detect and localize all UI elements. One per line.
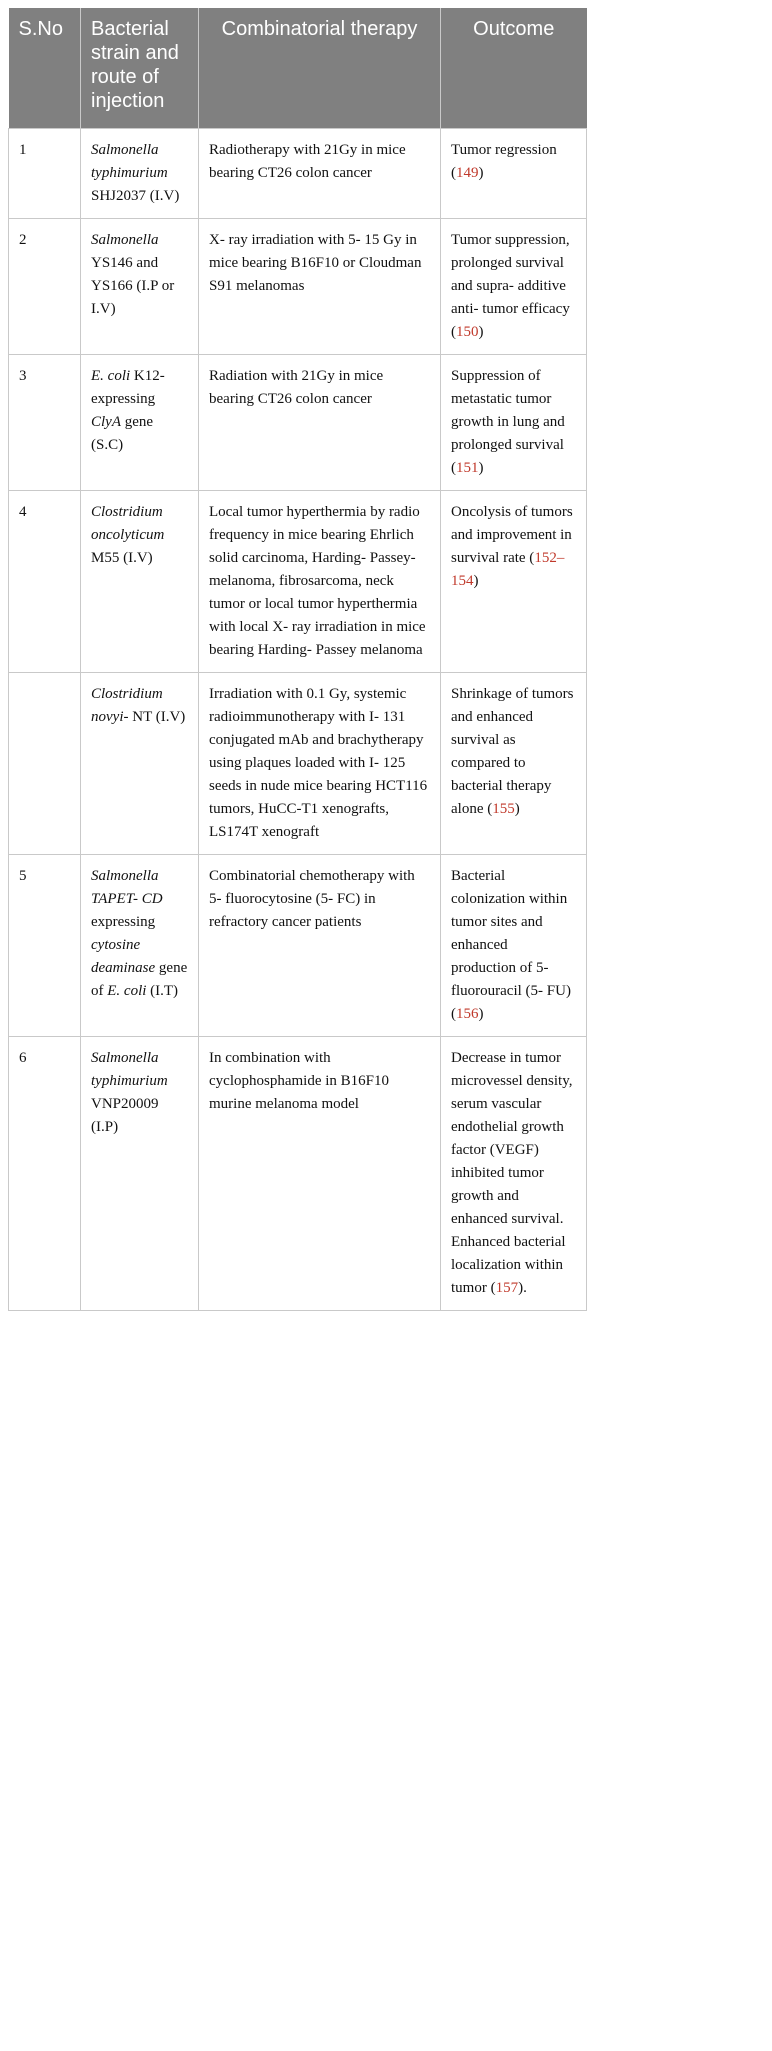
strain-text: SHJ2037 (I.V) xyxy=(91,187,180,204)
outcome-text: Oncolysis of tumors and improvement in survival rate ( xyxy=(451,503,573,566)
strain-italic-text: cytosine deaminase xyxy=(91,936,156,976)
strain-italic-text: E. coli xyxy=(91,367,131,384)
combinatorial-therapy-table xyxy=(8,8,587,1311)
strain-text: NT (I.V) xyxy=(128,708,186,725)
cell-outcome xyxy=(441,1036,587,1310)
table-row xyxy=(9,128,587,218)
strain-text: gene of xyxy=(91,959,188,999)
table-row xyxy=(9,490,587,672)
reference-link[interactable]: 152–154 xyxy=(451,549,565,589)
strain-italic-text: Salmonella TAPET- CD xyxy=(91,867,163,907)
strain-text: VNP20009 (I.P) xyxy=(91,1095,159,1135)
strain-italic-text: Salmonella xyxy=(91,231,159,248)
reference-link[interactable]: 156 xyxy=(456,1005,479,1022)
table-row xyxy=(9,854,587,1036)
cell-strain xyxy=(81,854,199,1036)
outcome-text-end: ) xyxy=(478,323,484,340)
reference-link[interactable]: 151 xyxy=(456,459,479,476)
cell-outcome xyxy=(441,854,587,1036)
reference-link[interactable]: 155 xyxy=(492,800,515,817)
cell-strain xyxy=(81,490,199,672)
cell-therapy: Radiation with 21Gy in mice bearing CT26 colon cancer xyxy=(199,354,441,490)
cell-sno xyxy=(9,672,81,854)
outcome-text-end: ) xyxy=(473,572,479,589)
table-container xyxy=(8,8,586,1311)
outcome-text-end: ) xyxy=(478,459,484,476)
cell-therapy: In combination with cyclophosphamide in B16F10 murine melanoma model xyxy=(199,1036,441,1310)
cell-therapy: X- ray irradiation with 5- 15 Gy in mice bearing B16F10 or Cloudman S91 melanomas xyxy=(199,218,441,354)
strain-italic-text: ClyA xyxy=(91,413,121,430)
table-row xyxy=(9,218,587,354)
cell-therapy: Combinatorial chemotherapy with 5- fluorocytosine (5- FC) in refractory cancer patients xyxy=(199,854,441,1036)
cell-sno: 6 xyxy=(9,1036,81,1310)
cell-sno: 4 xyxy=(9,490,81,672)
header-strain: Bacterial strain and route of injection xyxy=(81,8,199,128)
outcome-text: Shrinkage of tumors and enhanced survival as compared to bacterial therapy alone ( xyxy=(451,685,574,817)
cell-outcome xyxy=(441,218,587,354)
table-row xyxy=(9,1036,587,1310)
strain-italic-text: Clostridium novyi- xyxy=(91,685,163,725)
cell-sno: 5 xyxy=(9,854,81,1036)
strain-italic-text: Salmonella typhimurium xyxy=(91,1049,168,1089)
header-therapy: Combinatorial therapy xyxy=(199,8,441,128)
outcome-text-end: ) xyxy=(478,164,484,181)
strain-italic-text: Clostridium oncolyticum xyxy=(91,503,165,543)
outcome-text: Decrease in tumor microvessel density, serum vascular endothelial growth factor (VEGF) inhibited tumor growth and enhanced survival. Enhanced bacterial localization within tumor ( xyxy=(451,1049,573,1296)
strain-text: K12- expressing xyxy=(91,367,165,407)
header-outcome: Outcome xyxy=(441,8,587,128)
reference-link[interactable]: 149 xyxy=(456,164,479,181)
strain-text: (I.T) xyxy=(146,982,179,999)
cell-sno: 3 xyxy=(9,354,81,490)
reference-link[interactable]: 150 xyxy=(456,323,479,340)
strain-text: gene (S.C) xyxy=(91,413,154,453)
cell-therapy: Local tumor hyperthermia by radio frequency in mice bearing Ehrlich solid carcinoma, Harding- Passey- melanoma, fibrosarcoma, neck tumor or local tumor hyperthermia with local X- ray irradiation in mice bearing Harding- Passey melanoma xyxy=(199,490,441,672)
cell-sno: 1 xyxy=(9,128,81,218)
cell-outcome xyxy=(441,128,587,218)
outcome-text: Tumor suppression, prolonged survival and supra- additive anti- tumor efficacy ( xyxy=(451,231,570,340)
outcome-text-end: ) xyxy=(478,1005,484,1022)
strain-italic-text: E. coli xyxy=(107,982,147,999)
cell-sno: 2 xyxy=(9,218,81,354)
outcome-text: Suppression of metastatic tumor growth in lung and prolonged survival ( xyxy=(451,367,565,476)
cell-therapy: Irradiation with 0.1 Gy, systemic radioimmunotherapy with I- 131 conjugated mAb and brachytherapy using plaques loaded with I- 125 seeds in nude mice bearing HCT116 tumors, HuCC-T1 xenografts, LS174T xenograft xyxy=(199,672,441,854)
cell-strain xyxy=(81,672,199,854)
table-header-row xyxy=(9,8,587,128)
strain-italic-text: Salmonella typhimurium xyxy=(91,141,168,181)
outcome-text: Tumor regression ( xyxy=(451,141,557,181)
table-row xyxy=(9,672,587,854)
outcome-text-end: ). xyxy=(518,1279,527,1296)
strain-text: M55 (I.V) xyxy=(91,549,153,566)
cell-therapy: Radiotherapy with 21Gy in mice bearing CT26 colon cancer xyxy=(199,128,441,218)
header-sno: S.No xyxy=(9,8,81,128)
cell-strain xyxy=(81,1036,199,1310)
reference-link[interactable]: 157 xyxy=(495,1279,519,1296)
cell-strain xyxy=(81,218,199,354)
cell-outcome xyxy=(441,354,587,490)
cell-outcome xyxy=(441,672,587,854)
outcome-text-end: ) xyxy=(514,800,520,817)
cell-strain xyxy=(81,128,199,218)
cell-outcome xyxy=(441,490,587,672)
strain-text: expressing xyxy=(91,913,156,930)
strain-text: YS146 and YS166 (I.P or I.V) xyxy=(91,254,175,317)
cell-strain xyxy=(81,354,199,490)
outcome-text: Bacterial colonization within tumor sites and enhanced production of 5- fluorouracil (5- FU) ( xyxy=(451,867,571,1022)
table-row xyxy=(9,354,587,490)
